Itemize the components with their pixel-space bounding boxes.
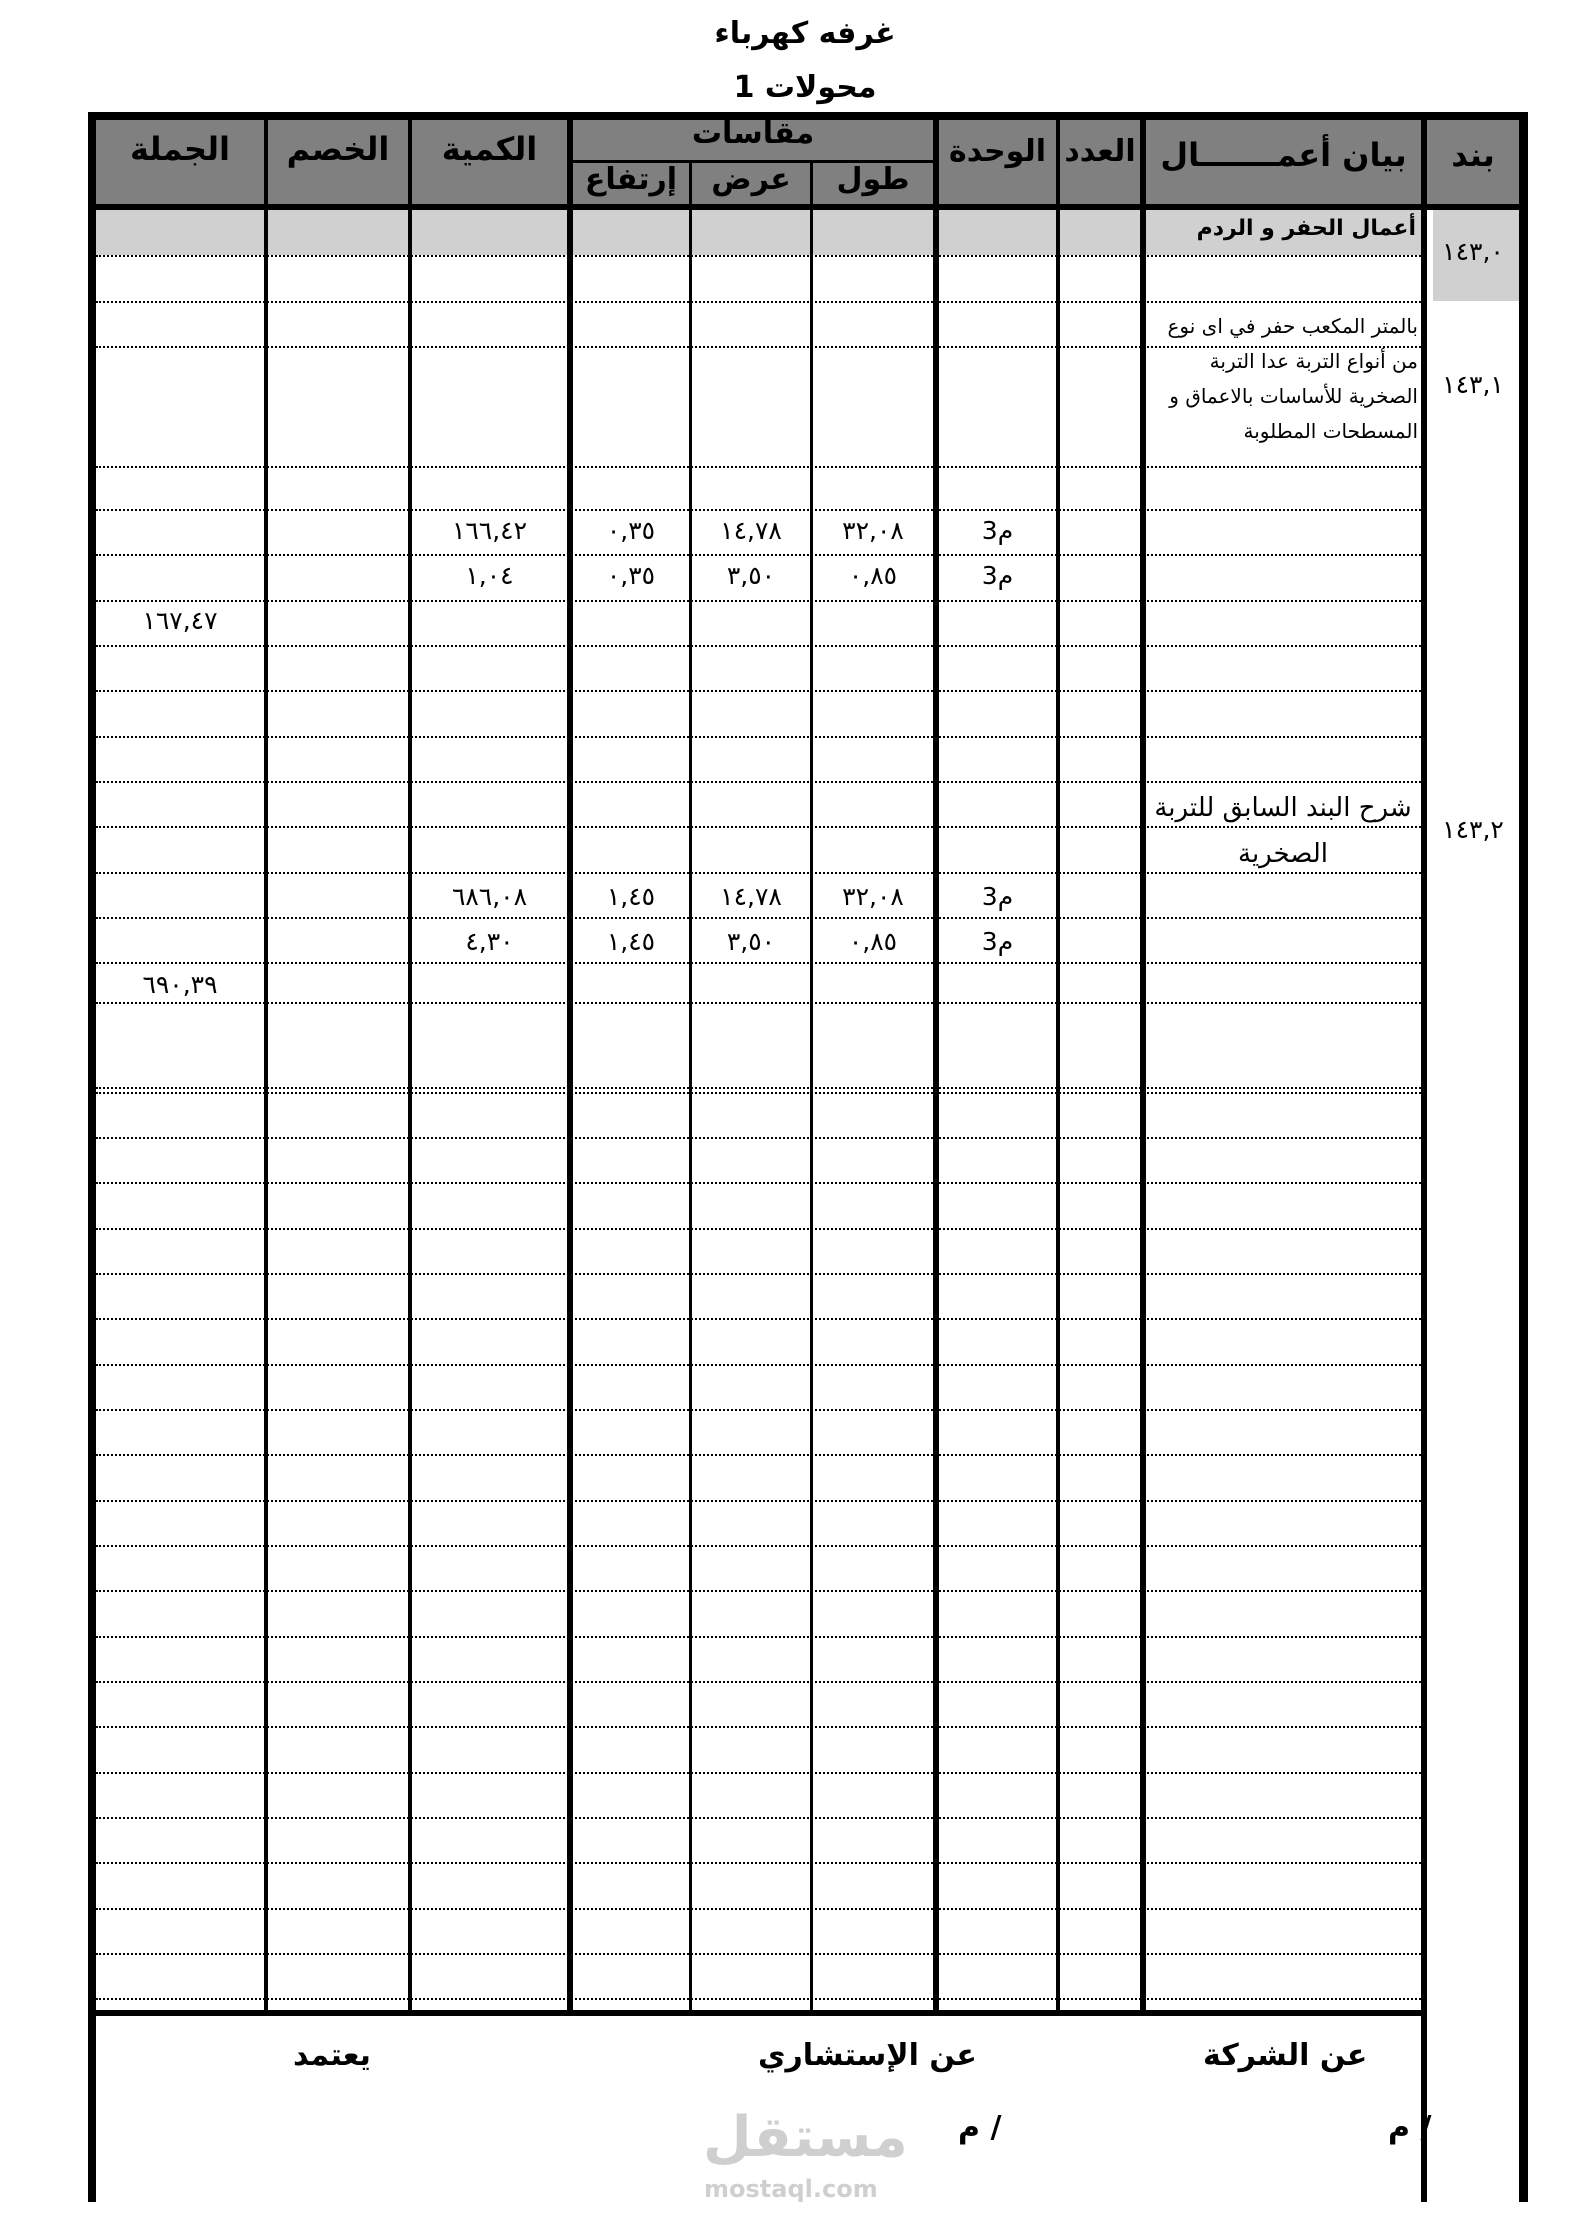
outer-left-border bbox=[88, 112, 96, 2202]
engineer-label: م / bbox=[1388, 2110, 1432, 2145]
total-cell: ١٦٧,٤٧ bbox=[142, 606, 218, 635]
quantity-cell: ١٦٦,٤٢ bbox=[451, 516, 528, 545]
length-cell: ٣٢,٠٨ bbox=[842, 516, 904, 545]
item-code: ١٤٣,١ bbox=[1442, 370, 1504, 399]
description-line: المسطحات المطلوبة bbox=[1243, 419, 1418, 443]
header-height: إرتفاع bbox=[584, 162, 678, 197]
unit-cell: م3 bbox=[981, 927, 1014, 956]
description-line: من أنواع التربة عدا التربة bbox=[1209, 349, 1418, 373]
header-description: بيان أعمـــــــال bbox=[1160, 136, 1407, 174]
row-separator bbox=[96, 1862, 1421, 1864]
signature-company: عن الشركة bbox=[1203, 2038, 1368, 2073]
row-separator bbox=[96, 1364, 1421, 1366]
header-deduction: الخصم bbox=[286, 130, 390, 168]
row-separator bbox=[96, 1908, 1421, 1910]
height-cell: ١,٤٥ bbox=[606, 927, 656, 956]
row-separator bbox=[96, 645, 1421, 647]
signature-consultant: عن الإستشاري bbox=[758, 2038, 977, 2073]
table-bottom-border bbox=[88, 2010, 1427, 2016]
row-separator bbox=[96, 1228, 1421, 1230]
bill-of-quantities-table bbox=[88, 112, 1528, 2202]
document-title: غرفه كهرباء bbox=[714, 16, 896, 51]
row-separator bbox=[96, 600, 1421, 602]
row-separator bbox=[96, 1998, 1421, 2000]
item-description: أعمال الحفر و الردم bbox=[1196, 216, 1416, 241]
height-cell: ١,٤٥ bbox=[606, 882, 656, 911]
header-bottom-border bbox=[88, 204, 1528, 210]
row-separator bbox=[96, 690, 1421, 692]
header-count: العدد bbox=[1064, 134, 1136, 169]
row-separator bbox=[96, 255, 1421, 257]
item-description bbox=[1148, 785, 1418, 877]
outer-right-border bbox=[1519, 112, 1528, 2202]
header-dimensions: مقاسات bbox=[691, 116, 815, 151]
description-line: شرح البند السابق للتربة bbox=[1154, 793, 1412, 823]
height-cell: ٠,٣٥ bbox=[606, 516, 656, 545]
length-cell: ٠,٨٥ bbox=[848, 927, 898, 956]
width-cell: ١٤,٧٨ bbox=[720, 516, 782, 545]
width-cell: ١٤,٧٨ bbox=[720, 882, 782, 911]
document-subtitle: محولات 1 bbox=[733, 70, 877, 105]
row-separator bbox=[96, 1087, 1421, 1089]
row-separator bbox=[96, 1681, 1421, 1683]
height-cell: ٠,٣٥ bbox=[606, 561, 656, 590]
row-separator bbox=[96, 1817, 1421, 1819]
signature-approve: يعتمد bbox=[293, 2038, 371, 2073]
row-separator bbox=[96, 1545, 1421, 1547]
row-separator bbox=[96, 736, 1421, 738]
row-separator bbox=[96, 554, 1421, 556]
header-item: بند bbox=[1451, 136, 1495, 174]
quantity-cell: ٤,٣٠ bbox=[465, 927, 514, 956]
row-separator bbox=[96, 1273, 1421, 1275]
unit-cell: م3 bbox=[981, 882, 1014, 911]
item-code: ١٤٣,٠ bbox=[1442, 237, 1504, 266]
watermark-site: mostaql.com bbox=[704, 2175, 878, 2203]
row-separator bbox=[96, 1182, 1421, 1184]
description-line: الصخرية bbox=[1238, 839, 1328, 869]
item-code: ١٤٣,٢ bbox=[1442, 815, 1504, 844]
length-cell: ٠,٨٥ bbox=[848, 561, 898, 590]
row-separator bbox=[96, 1500, 1421, 1502]
row-separator bbox=[96, 962, 1421, 964]
header-length: طول bbox=[836, 162, 910, 197]
row-separator bbox=[96, 1318, 1421, 1320]
row-separator bbox=[96, 1092, 1421, 1094]
engineer-label: م / bbox=[958, 2110, 1002, 2145]
header-total: الجملة bbox=[130, 130, 230, 168]
width-cell: ٣,٥٠ bbox=[726, 927, 776, 956]
header-unit: الوحدة bbox=[948, 134, 1047, 169]
row-separator bbox=[96, 1772, 1421, 1774]
row-separator bbox=[96, 1002, 1421, 1004]
row-separator bbox=[96, 1137, 1421, 1139]
row-separator bbox=[96, 1454, 1421, 1456]
row-separator bbox=[96, 1409, 1421, 1411]
row-separator bbox=[96, 917, 1421, 919]
unit-cell: م3 bbox=[981, 516, 1014, 545]
row-separator bbox=[96, 781, 1421, 783]
row-separator bbox=[96, 1636, 1421, 1638]
row-separator bbox=[96, 1590, 1421, 1592]
header-quantity: الكمية bbox=[441, 130, 538, 168]
row-separator bbox=[96, 1726, 1421, 1728]
watermark-logo: مستقل bbox=[703, 2105, 908, 2170]
width-cell: ٣,٥٠ bbox=[726, 561, 776, 590]
row-separator bbox=[96, 466, 1421, 468]
description-line: الصخرية للأساسات بالاعماق و bbox=[1169, 384, 1418, 408]
quantity-cell: ١,٠٤ bbox=[465, 561, 514, 590]
row-separator bbox=[96, 509, 1421, 511]
quantity-cell: ٦٨٦,٠٨ bbox=[451, 882, 528, 911]
row-separator bbox=[96, 301, 1421, 303]
column-divider bbox=[1421, 112, 1427, 2202]
unit-cell: م3 bbox=[981, 561, 1014, 590]
description-line: بالمتر المكعب حفر في اى نوع bbox=[1167, 314, 1418, 338]
total-cell: ٦٩٠,٣٩ bbox=[142, 970, 218, 999]
header-width: عرض bbox=[711, 162, 791, 197]
length-cell: ٣٢,٠٨ bbox=[842, 882, 904, 911]
row-separator bbox=[96, 1953, 1421, 1955]
item-description bbox=[1148, 309, 1418, 449]
